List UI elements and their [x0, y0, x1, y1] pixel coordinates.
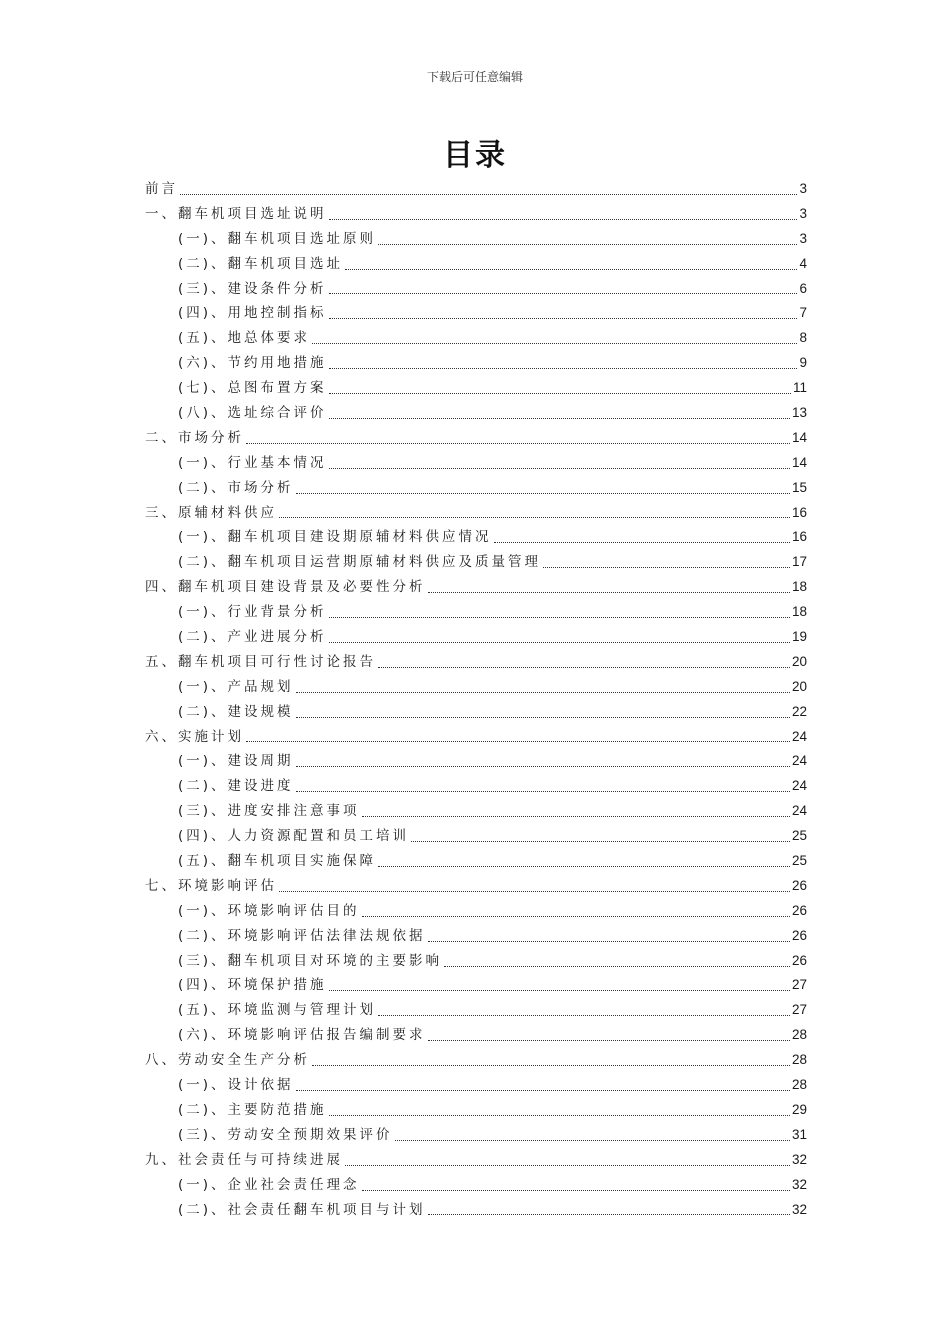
toc-entry[interactable] — [145, 799, 807, 824]
toc-entry-page: 28 — [791, 1027, 807, 1043]
dot-leader — [246, 443, 790, 444]
toc-entry-title: (一)、翻车机项目建设期原辅材料供应情况 — [178, 529, 492, 546]
toc-entry-page: 32 — [791, 1201, 807, 1217]
dot-leader — [329, 468, 790, 469]
toc-entry-title: 前言 — [145, 180, 178, 197]
dot-leader — [428, 592, 790, 593]
toc-entry[interactable] — [145, 650, 807, 675]
page-title: 目录 — [443, 138, 507, 173]
toc-entry-page: 28 — [791, 1077, 807, 1093]
toc-entry-title: (五)、环境监测与管理计划 — [178, 1002, 377, 1019]
dot-leader — [362, 1190, 790, 1191]
toc-entry-page: 24 — [791, 728, 807, 744]
dot-leader — [296, 717, 790, 718]
toc-entry-title: (一)、企业社会责任理念 — [178, 1176, 360, 1193]
toc-entry-page: 26 — [791, 877, 807, 893]
toc-entry[interactable] — [145, 849, 807, 874]
toc-entry[interactable] — [145, 1123, 807, 1148]
dot-leader — [345, 269, 797, 270]
toc-entry-page: 24 — [791, 778, 807, 794]
toc-entry[interactable] — [145, 202, 807, 227]
toc-entry-title: 四、翻车机项目建设背景及必要性分析 — [145, 579, 426, 596]
table-of-contents — [145, 177, 807, 1222]
toc-entry-page: 3 — [799, 230, 807, 246]
dot-leader — [296, 766, 790, 767]
dot-leader — [279, 891, 790, 892]
toc-entry-page: 6 — [799, 280, 807, 296]
toc-entry-page: 9 — [799, 355, 807, 371]
toc-entry-title: (四)、人力资源配置和员工培训 — [178, 828, 410, 845]
toc-entry[interactable] — [145, 949, 807, 974]
toc-entry-page: 22 — [791, 703, 807, 719]
toc-entry-title: (七)、总图布置方案 — [178, 380, 327, 397]
toc-entry-title: (一)、设计依据 — [178, 1077, 294, 1094]
toc-entry-title: (三)、进度安排注意事项 — [178, 803, 360, 820]
toc-entry-page: 16 — [791, 504, 807, 520]
dot-leader — [395, 1140, 790, 1141]
toc-entry-title: 八、劳动安全生产分析 — [145, 1052, 310, 1069]
toc-entry-page: 25 — [791, 853, 807, 869]
toc-entry[interactable] — [145, 998, 807, 1023]
toc-entry[interactable] — [145, 501, 807, 526]
dot-leader — [428, 1214, 790, 1215]
toc-entry[interactable] — [145, 426, 807, 451]
toc-entry-page: 25 — [791, 828, 807, 844]
toc-entry-title: (八)、选址综合评价 — [178, 405, 327, 421]
toc-entry-page: 32 — [791, 1151, 807, 1167]
toc-entry[interactable] — [145, 376, 807, 401]
toc-entry[interactable] — [145, 1048, 807, 1073]
toc-entry-page: 7 — [799, 305, 807, 321]
toc-entry-page: 32 — [791, 1176, 807, 1192]
toc-entry-title: (四)、用地控制指标 — [178, 305, 327, 322]
toc-entry[interactable] — [145, 550, 807, 575]
dot-leader — [378, 1015, 790, 1016]
dot-leader — [180, 194, 797, 195]
toc-entry[interactable] — [145, 1073, 807, 1098]
toc-entry-title: (一)、环境影响评估目的 — [178, 902, 360, 919]
toc-entry-page: 20 — [791, 678, 807, 694]
toc-entry[interactable] — [145, 874, 807, 899]
toc-entry-title: (二)、建设规模 — [178, 703, 294, 720]
toc-entry[interactable] — [145, 451, 807, 476]
dot-leader — [494, 542, 790, 543]
toc-entry-page: 13 — [791, 405, 807, 420]
toc-entry-page: 24 — [791, 803, 807, 819]
toc-entry[interactable] — [145, 326, 807, 351]
toc-entry-page: 16 — [791, 529, 807, 545]
dot-leader — [329, 318, 798, 319]
toc-entry[interactable] — [145, 401, 807, 426]
toc-entry[interactable] — [145, 749, 807, 774]
toc-entry-page: 26 — [791, 952, 807, 968]
dot-leader — [329, 293, 798, 294]
toc-entry-title: (一)、行业基本情况 — [178, 454, 327, 471]
toc-entry-title: 七、环境影响评估 — [145, 877, 277, 894]
toc-entry-page: 14 — [791, 429, 807, 445]
dot-leader — [329, 393, 791, 394]
toc-entry-page: 26 — [791, 902, 807, 918]
toc-entry-title: 六、实施计划 — [145, 728, 244, 745]
dot-leader — [428, 1040, 790, 1041]
toc-entry[interactable] — [145, 1198, 807, 1223]
dot-leader — [362, 916, 790, 917]
toc-entry-page: 20 — [791, 653, 807, 669]
toc-entry[interactable] — [145, 351, 807, 376]
toc-entry-title: 一、翻车机项目选址说明 — [145, 205, 327, 222]
toc-entry-title: (一)、产品规划 — [178, 678, 294, 695]
toc-entry-title: (三)、建设条件分析 — [178, 280, 327, 297]
toc-entry[interactable] — [145, 1173, 807, 1198]
header-note: 下载后可任意编辑 — [426, 70, 523, 84]
toc-entry[interactable] — [145, 1023, 807, 1048]
toc-entry-page: 31 — [791, 1126, 807, 1142]
toc-entry-page: 15 — [791, 479, 807, 495]
toc-entry[interactable] — [145, 1098, 807, 1123]
dot-leader — [362, 816, 790, 817]
dot-leader — [428, 941, 790, 942]
toc-entry[interactable] — [145, 774, 807, 799]
dot-leader — [378, 667, 790, 668]
dot-leader — [329, 368, 798, 369]
dot-leader — [378, 244, 797, 245]
toc-entry[interactable] — [145, 476, 807, 501]
dot-leader — [411, 841, 790, 842]
toc-entry-title: 五、翻车机项目可行性讨论报告 — [145, 653, 376, 670]
toc-entry[interactable] — [145, 600, 807, 625]
toc-entry[interactable] — [145, 252, 807, 277]
dot-leader — [312, 1065, 790, 1066]
toc-entry-page: 3 — [799, 205, 807, 221]
toc-entry-page: 4 — [799, 255, 807, 271]
dot-leader — [329, 990, 790, 991]
toc-entry[interactable] — [145, 177, 807, 202]
toc-entry[interactable] — [145, 625, 807, 650]
toc-entry[interactable] — [145, 675, 807, 700]
toc-entry-title: (五)、翻车机项目实施保障 — [178, 853, 377, 870]
toc-entry-page: 17 — [791, 554, 807, 570]
toc-entry[interactable] — [145, 1148, 807, 1173]
dot-leader — [296, 1090, 790, 1091]
toc-entry[interactable] — [145, 824, 807, 849]
dot-leader — [329, 418, 790, 419]
toc-entry-title: (五)、地总体要求 — [178, 330, 311, 347]
toc-entry-page: 29 — [791, 1101, 807, 1117]
toc-entry-title: (一)、翻车机项目选址原则 — [178, 230, 377, 247]
dot-leader — [329, 617, 790, 618]
toc-entry-title: 九、社会责任与可持续进展 — [145, 1151, 343, 1168]
toc-entry-page: 18 — [791, 579, 807, 595]
toc-entry-page: 11 — [792, 380, 807, 396]
dot-leader — [312, 343, 797, 344]
toc-entry-title: (四)、环境保护措施 — [178, 977, 327, 994]
toc-entry-page: 27 — [791, 1002, 807, 1018]
toc-entry[interactable] — [145, 924, 807, 949]
toc-entry-page: 3 — [799, 180, 807, 196]
toc-entry-title: (六)、环境影响评估报告编制要求 — [178, 1027, 426, 1044]
toc-entry[interactable] — [145, 725, 807, 750]
toc-entry-title: (六)、节约用地措施 — [178, 355, 327, 372]
dot-leader — [246, 741, 790, 742]
toc-entry-page: 27 — [791, 977, 807, 993]
dot-leader — [444, 966, 790, 967]
toc-entry-title: (二)、主要防范措施 — [178, 1101, 327, 1118]
toc-entry-title: (二)、社会责任翻车机项目与计划 — [178, 1201, 426, 1218]
toc-entry-page: 28 — [791, 1052, 807, 1068]
toc-entry[interactable] — [145, 301, 807, 326]
toc-entry-page: 8 — [799, 330, 807, 346]
toc-entry-page: 26 — [791, 927, 807, 943]
toc-entry-page: 18 — [791, 604, 807, 620]
toc-entry[interactable] — [145, 525, 807, 550]
toc-entry-title: (一)、建设周期 — [178, 753, 294, 770]
toc-entry-title: (二)、环境影响评估法律法规依据 — [178, 927, 426, 944]
toc-entry-title: (二)、市场分析 — [178, 479, 294, 496]
dot-leader — [329, 642, 790, 643]
toc-entry-title: (二)、翻车机项目选址 — [178, 255, 344, 272]
dot-leader — [296, 692, 790, 693]
toc-entry[interactable] — [145, 700, 807, 725]
toc-entry[interactable] — [145, 227, 807, 252]
toc-entry-title: (三)、翻车机项目对环境的主要影响 — [178, 952, 443, 969]
toc-entry-title: 三、原辅材料供应 — [145, 504, 277, 521]
toc-entry-page: 14 — [791, 454, 807, 470]
dot-leader — [296, 791, 790, 792]
dot-leader — [279, 517, 790, 518]
toc-entry-title: (二)、翻车机项目运营期原辅材料供应及质量管理 — [178, 554, 542, 571]
dot-leader — [378, 866, 790, 867]
dot-leader — [345, 1165, 790, 1166]
toc-entry-title: (二)、建设进度 — [178, 778, 294, 795]
toc-entry-title: 二、市场分析 — [145, 429, 244, 446]
toc-entry-page: 24 — [791, 753, 807, 769]
dot-leader — [296, 493, 790, 494]
dot-leader — [543, 567, 790, 568]
dot-leader — [329, 1115, 790, 1116]
toc-entry-title: (一)、行业背景分析 — [178, 604, 327, 621]
toc-entry[interactable] — [145, 575, 807, 600]
toc-entry[interactable] — [145, 899, 807, 924]
toc-entry[interactable] — [145, 974, 807, 999]
toc-entry-title: (三)、劳动安全预期效果评价 — [178, 1126, 393, 1143]
toc-entry[interactable] — [145, 277, 807, 302]
toc-entry-title: (二)、产业进展分析 — [178, 629, 327, 646]
toc-entry-page: 19 — [791, 629, 807, 645]
dot-leader — [329, 219, 798, 220]
